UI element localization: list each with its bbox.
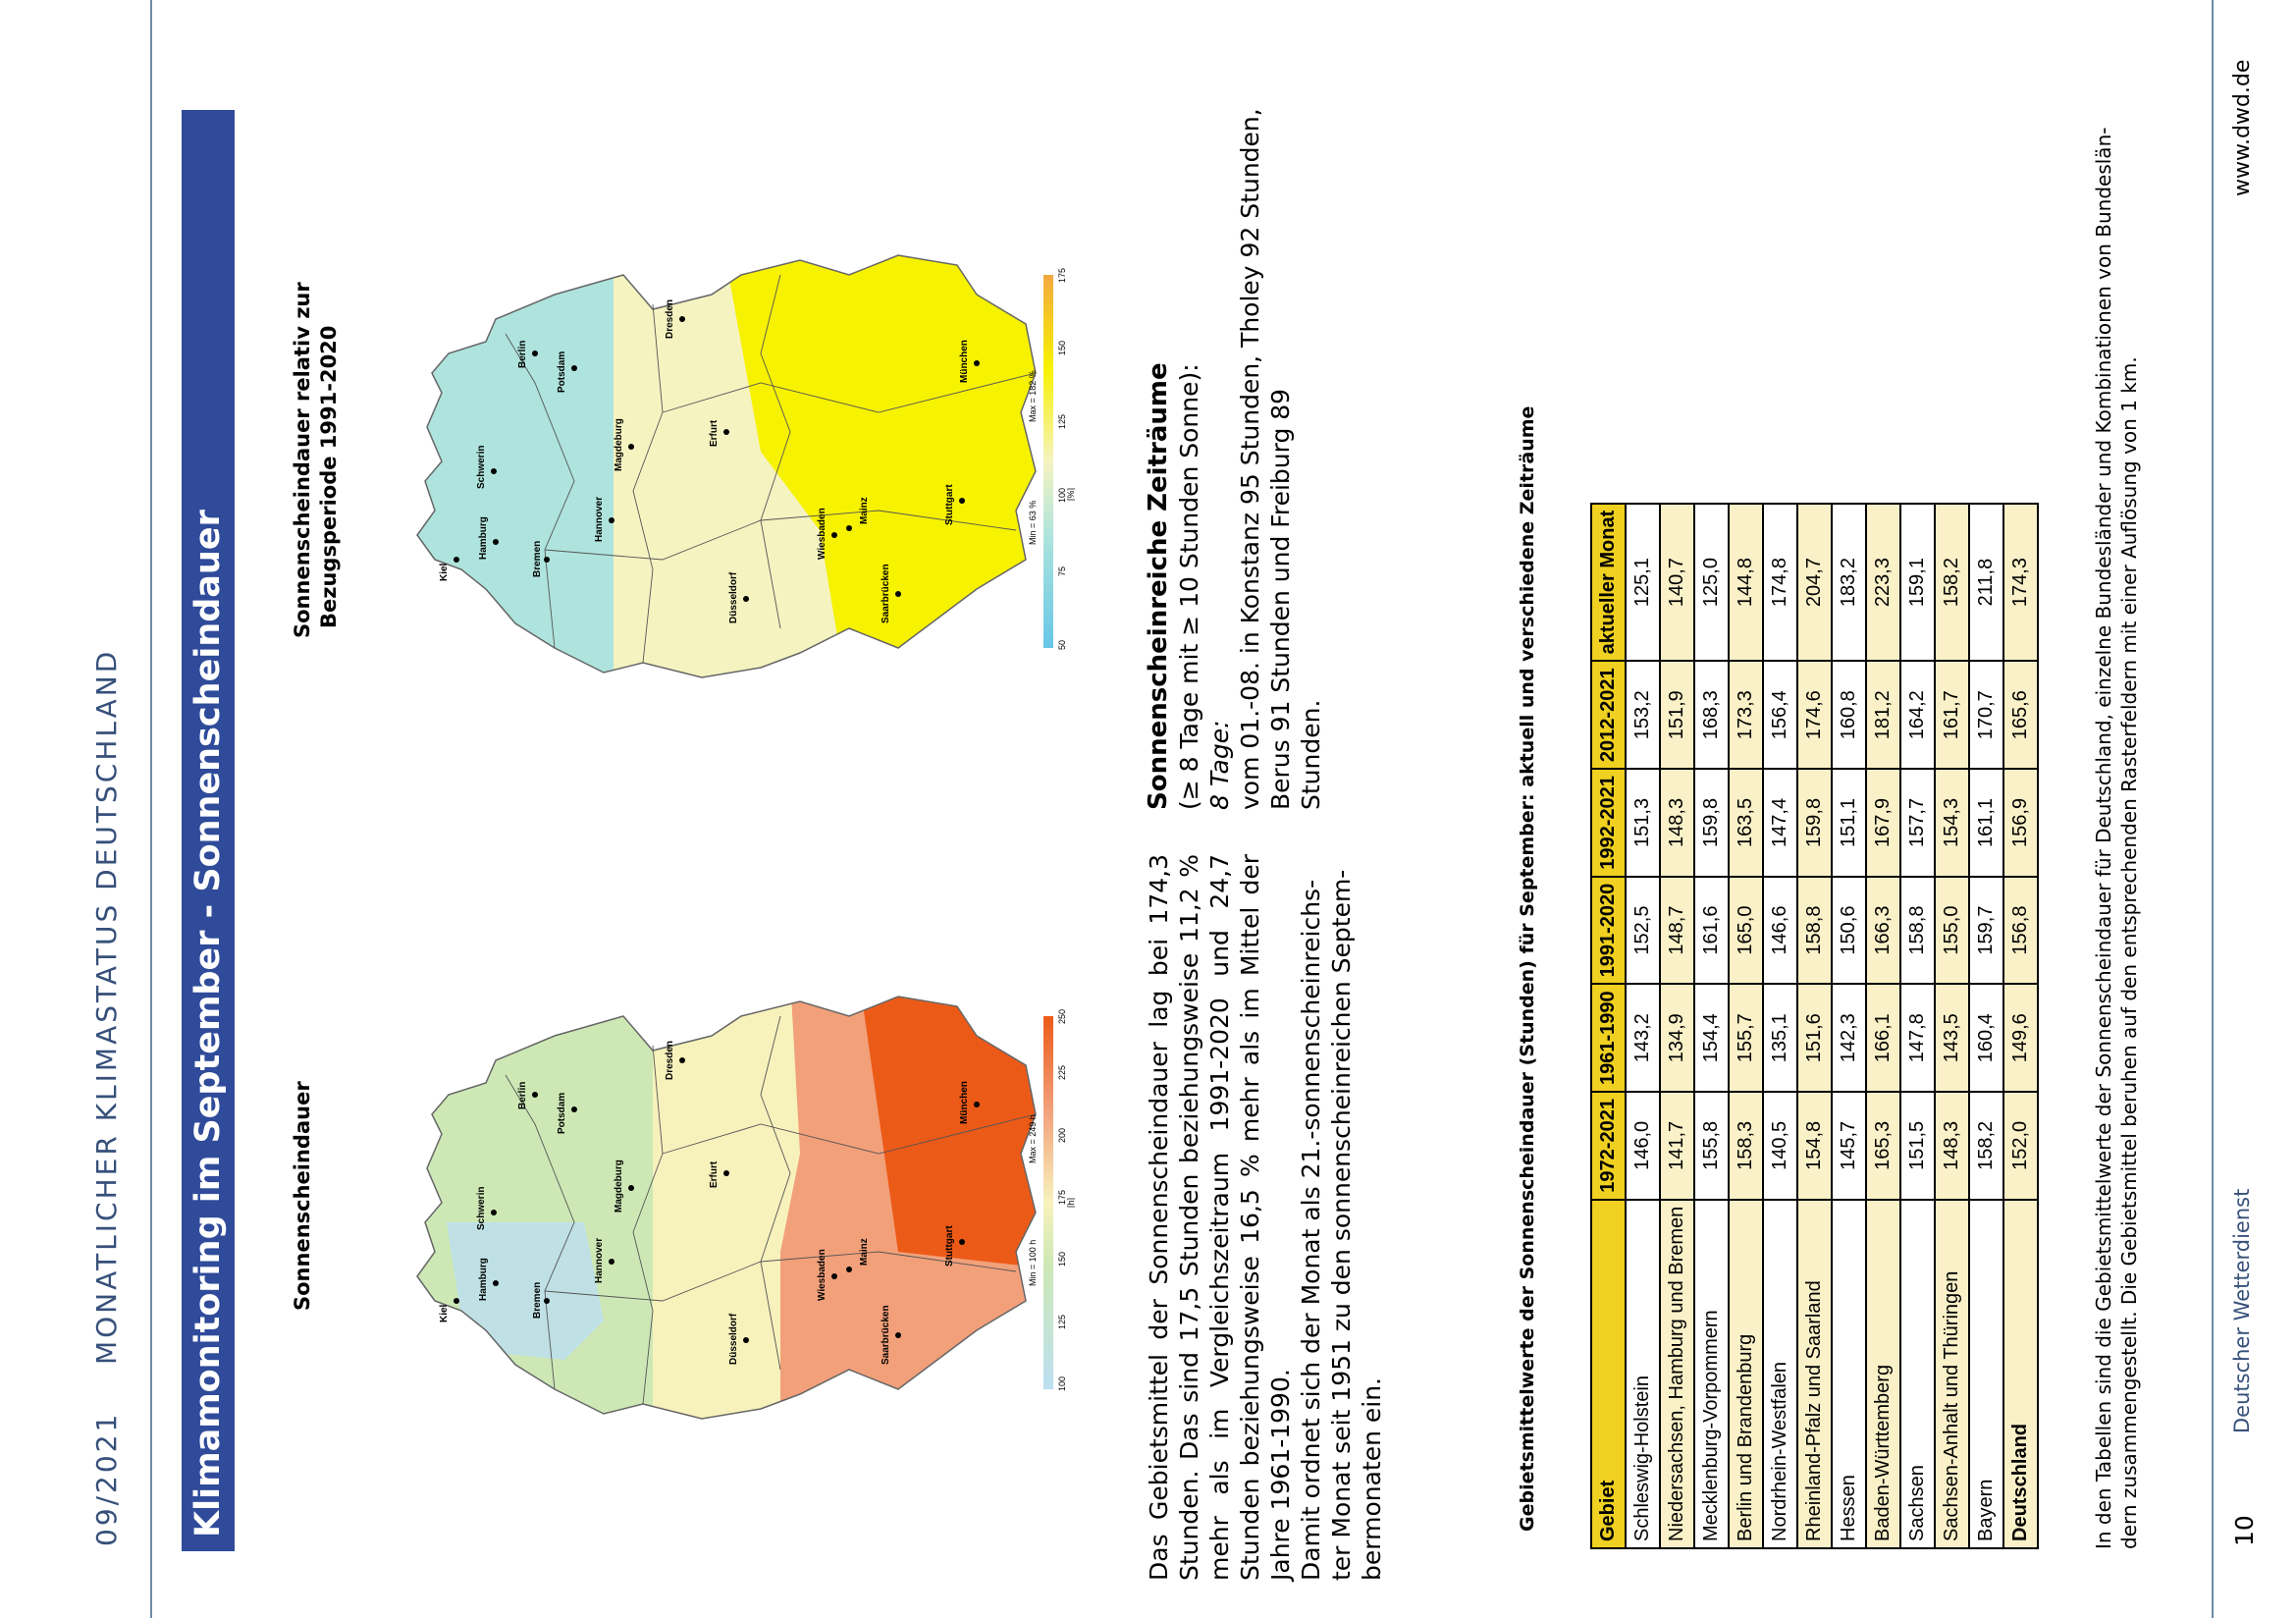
table-row: Nordrhein-Westfalen 140,5 135,1 146,6 147,4 156,4 174,8 <box>1763 504 1797 1548</box>
footnote-line-2: dern zusammengestellt. Die Gebietsmittel beruhen auf den entsprechenden Rasterfeldern mit einer Auflösung von 1 km. <box>2117 356 2141 1549</box>
publication-title: MONATLICHER KLIMASTATUS DEUTSCHLAND <box>90 648 123 1366</box>
sunny-periods-text <box>1144 108 1326 810</box>
map-left-legend <box>1028 1009 1075 1391</box>
svg-text:Düsseldorf: Düsseldorf <box>728 571 739 623</box>
svg-text:Kiel: Kiel <box>439 563 450 581</box>
table-row: Niedersachsen, Hamburg und Bremen 141,7 134,9 148,7 148,3 151,9 140,7 <box>1660 504 1694 1548</box>
city-kiel: Kiel <box>439 1304 450 1322</box>
svg-text:Max = 182 %: Max = 182 % <box>1028 370 1038 422</box>
footnote-line-1: In den Tabellen sind die Gebietsmittelwerte der Sonnenscheindauer für Deutschland, einzelne Bundesländer und Kombinationen von Bundeslän- <box>2092 127 2115 1549</box>
left-margin-rule <box>150 0 152 1618</box>
svg-text:[%]: [%] <box>1066 487 1075 501</box>
svg-text:175: 175 <box>1057 267 1067 283</box>
col-1992-2021: 1992-2021 <box>1591 769 1626 877</box>
sunny-periods-heading: Sonnenscheinreiche Zeiträume <box>1144 362 1173 810</box>
table-row: Sachsen-Anhalt und Thüringen 148,3 143,5 155,0 154,3 161,7 158,2 <box>1935 504 1969 1548</box>
svg-text:100: 100 <box>1057 487 1067 503</box>
sunshine-table-wrapper <box>1590 503 2039 1549</box>
map-right-title-line1: Sonnenscheindauer relativ zur <box>291 282 314 638</box>
svg-text:Max = 249 h: Max = 249 h <box>1028 1114 1038 1163</box>
svg-text:125: 125 <box>1057 413 1067 429</box>
footer-org: Deutscher Wetterdienst <box>2230 1188 2254 1433</box>
map-left-svg <box>388 977 1075 1448</box>
table-row-total: Deutschland 152,0 149,6 156,8 156,9 165,6 174,3 <box>2003 504 2038 1548</box>
svg-text:Dresden: Dresden <box>665 298 675 339</box>
city-schwerin: Schwerin <box>476 1186 487 1230</box>
table-row: Bayern 158,2 160,4 159,7 161,1 170,7 211,8 <box>1969 504 2003 1548</box>
city-wiesbaden: Wiesbaden <box>817 1249 828 1301</box>
city-mainz: Mainz <box>859 1238 870 1266</box>
svg-text:Magdeburg: Magdeburg <box>614 418 624 471</box>
table-row: Rheinland-Pfalz und Saarland 154,8 151,6 158,8 159,8 174,6 204,7 <box>1797 504 1832 1548</box>
svg-text:100: 100 <box>1057 1375 1067 1391</box>
running-header <box>90 649 123 1546</box>
footer-url[interactable]: www.dwd.de <box>2230 59 2255 196</box>
col-1961-1990: 1961-1990 <box>1591 984 1626 1092</box>
map-right-svg <box>388 236 1075 707</box>
svg-text:150: 150 <box>1057 1251 1067 1267</box>
city-stuttgart: Stuttgart <box>944 1225 955 1267</box>
svg-text:75: 75 <box>1057 566 1067 576</box>
svg-text:250: 250 <box>1057 1008 1067 1024</box>
city-bremen: Bremen <box>532 1281 543 1319</box>
table-row: Baden-Württemberg 165,3 166,1 166,3 167,9 181,2 223,3 <box>1866 504 1900 1548</box>
summary-text <box>1144 854 1387 1581</box>
map-right-legend <box>1028 268 1075 650</box>
sunny-periods-detail-1: vom 01.-08. in Konstanz 95 Stunden, Tholey 92 Stunden, <box>1236 108 1264 810</box>
sunny-periods-criteria: (≥ 8 Tage mit ≥ 10 Stunden Sonne): <box>1175 363 1203 810</box>
svg-text:Potsdam: Potsdam <box>557 351 567 393</box>
table-row: Schleswig-Holstein 146,0 143,2 152,5 151,3 153,2 125,1 <box>1626 504 1660 1548</box>
svg-text:Schwerin: Schwerin <box>476 445 487 489</box>
city-hannover: Hannover <box>594 1237 605 1283</box>
col-2012-2021: 2012-2021 <box>1591 661 1626 769</box>
legend-bar <box>1043 1016 1053 1389</box>
city-erfurt: Erfurt <box>709 1160 720 1188</box>
page-number: 10 <box>2230 1515 2259 1546</box>
city-hamburg: Hamburg <box>478 1258 489 1301</box>
city-duesseldorf: Düsseldorf <box>728 1313 739 1365</box>
sunshine-table <box>1590 503 2039 1549</box>
legend-bar-right <box>1043 275 1053 648</box>
table-row: Mecklenburg-Vorpommern 155,8 154,4 161,6 159,8 168,3 125,0 <box>1694 504 1729 1548</box>
summary-paragraph-2: Damit ordnet sich der Monat als 21.-sonnenscheinreichs-ter Monat seit 1951 zu den sonnenscheinreichen Septem-bermonaten ein. <box>1297 869 1386 1581</box>
map-sunshine-hours <box>388 977 1075 1448</box>
table-row: Hessen 145,7 142,3 150,6 151,1 160,8 183,2 <box>1832 504 1866 1548</box>
svg-text:Wiesbaden: Wiesbaden <box>817 508 828 560</box>
col-1991-2020: 1991-2020 <box>1591 877 1626 985</box>
svg-text:125: 125 <box>1057 1314 1067 1329</box>
table-row: Berlin und Brandenburg 158,3 155,7 165,0 163,5 173,3 144,8 <box>1729 504 1763 1548</box>
svg-text:Hamburg: Hamburg <box>478 516 489 560</box>
sunny-periods-count: 8 Tage: <box>1205 720 1234 810</box>
svg-text:Min = 63 %: Min = 63 % <box>1028 500 1038 545</box>
col-1972-2021: 1972-2021 <box>1591 1092 1626 1200</box>
svg-text:50: 50 <box>1057 639 1067 650</box>
page-title: Klimamonitoring im September - Sonnenscheindauer <box>182 110 235 1551</box>
map-right-title <box>290 282 343 638</box>
table-title: Gebietsmittelwerte der Sonnenscheindauer (Stunden) für September: aktuell und verschiedene Zeiträume <box>1517 405 1538 1532</box>
city-potsdam: Potsdam <box>557 1092 567 1134</box>
table-row: Sachsen 151,5 147,8 158,8 157,7 164,2 159,1 <box>1900 504 1935 1548</box>
svg-text:[h]: [h] <box>1066 1197 1075 1208</box>
svg-text:Berlin: Berlin <box>517 340 528 368</box>
footnote <box>2091 128 2142 1549</box>
map-right-title-line2: Bezugsperiode 1991-2020 <box>317 325 341 628</box>
col-gebiet: Gebiet <box>1591 1200 1626 1548</box>
issue-label: 09/2021 <box>90 1411 123 1546</box>
svg-text:Erfurt: Erfurt <box>709 419 720 447</box>
city-saarbruecken: Saarbrücken <box>881 1305 891 1365</box>
map-left-title: Sonnenscheindauer <box>291 1081 314 1311</box>
svg-text:150: 150 <box>1057 340 1067 355</box>
city-magdeburg: Magdeburg <box>614 1160 624 1213</box>
svg-text:200: 200 <box>1057 1127 1067 1143</box>
svg-text:225: 225 <box>1057 1064 1067 1080</box>
svg-text:Bremen: Bremen <box>532 540 543 577</box>
city-muenchen: München <box>959 1081 970 1124</box>
right-margin-rule <box>2212 0 2214 1618</box>
map-sunshine-relative <box>388 236 1075 707</box>
svg-text:Mainz: Mainz <box>859 497 870 524</box>
city-berlin: Berlin <box>517 1081 528 1109</box>
svg-text:Stuttgart: Stuttgart <box>944 484 955 525</box>
svg-text:Hannover: Hannover <box>594 496 605 542</box>
summary-paragraph-1: Das Gebietsmittel der Sonnenscheindauer lag bei 174,3 Stunden. Das sind 17,5 Stunden beziehungsweise 11,2 % mehr als im Vergleichszeitraum 1991-2020 und 24,7 Stunden beziehungsweise 16,5 % mehr als im Mittel der Jahre 1961-1990. <box>1145 854 1295 1581</box>
svg-text:München: München <box>959 340 970 383</box>
svg-text:175: 175 <box>1057 1189 1067 1205</box>
col-aktueller-monat: aktueller Monat <box>1591 504 1626 662</box>
city-dresden: Dresden <box>665 1040 675 1080</box>
sunny-periods-detail-2: Berus 91 Stunden und Freiburg 89 Stunden. <box>1266 388 1325 810</box>
svg-text:Min = 100 h: Min = 100 h <box>1028 1239 1038 1286</box>
svg-text:Saarbrücken: Saarbrücken <box>881 564 891 623</box>
table-header-row <box>1591 504 1626 1548</box>
